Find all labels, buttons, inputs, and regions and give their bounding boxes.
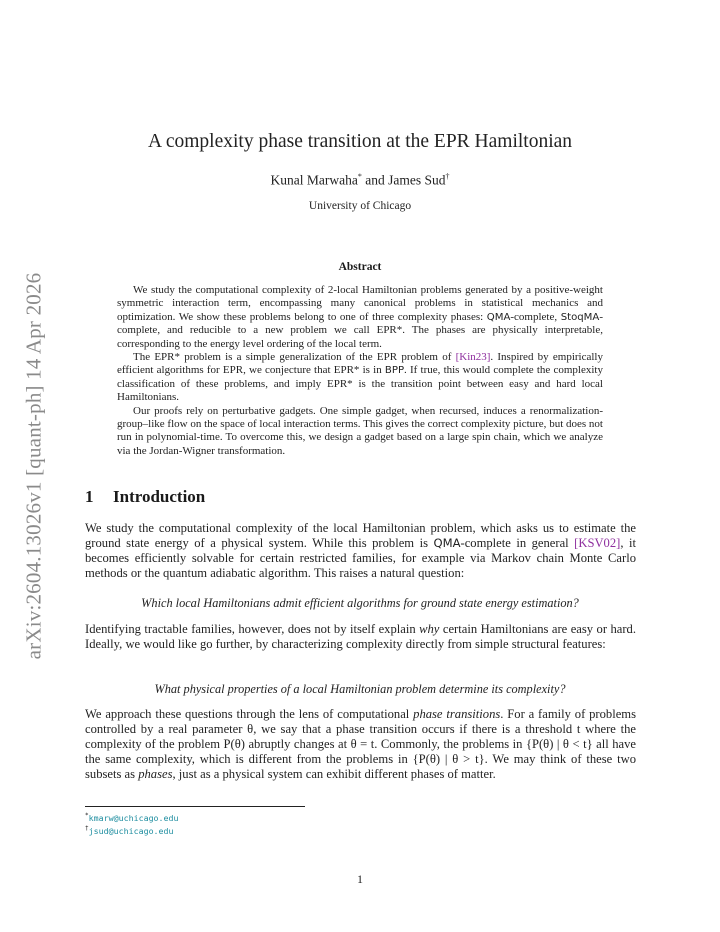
author-conjunction: and bbox=[365, 172, 385, 188]
body-text: -complete in general bbox=[460, 536, 575, 551]
abstract-text: -complete, bbox=[510, 310, 561, 323]
research-question-2: What physical properties of a local Hamiltonian problem determine its complexity? bbox=[154, 682, 566, 696]
footnote-1 bbox=[85, 812, 179, 823]
research-question-1: Which local Hamiltonians admit efficient algorithms for ground state energy estimation? bbox=[141, 596, 579, 610]
complexity-class-bpp: BPP bbox=[384, 365, 405, 377]
section-number: 1 bbox=[85, 487, 94, 506]
complexity-class-qma: QMA bbox=[486, 311, 511, 323]
intro-paragraph-2 bbox=[85, 622, 636, 652]
abstract-text: The EPR* problem is a simple generalization of the EPR problem of bbox=[133, 351, 456, 364]
abstract-heading: Abstract bbox=[338, 261, 382, 273]
body-text: , it becomes efficiently solvable for certain restricted families, for example via Markov chain Monte Carlo methods or the quantum adiabatic algorithm. This raises a natural question: bbox=[85, 536, 636, 581]
section-title: Introduction bbox=[113, 487, 206, 506]
abstract-paragraph-2 bbox=[117, 351, 603, 405]
abstract-paragraph-1 bbox=[117, 284, 603, 351]
emphasis-phase-transitions: phase transitions bbox=[413, 707, 501, 721]
citation-link-ksv02[interactable]: [KSV02] bbox=[574, 536, 621, 551]
body-text: certain Hamiltonians are easy or hard. Ideally, we would like go further, by characterizing complexity directly from simple structural features: bbox=[85, 622, 636, 652]
intro-paragraph-3 bbox=[85, 707, 636, 782]
section-heading bbox=[85, 487, 205, 507]
affiliation: University of Chicago bbox=[308, 200, 412, 212]
author-2-mark: † bbox=[445, 172, 450, 181]
author-1: Kunal Marwaha bbox=[270, 172, 358, 188]
emphasis-phases: phases bbox=[138, 767, 173, 782]
body-text: . For a family of problems controlled by a real parameter θ, we say that a phase transition occurs if there is a threshold t where the complexity of the problem P(θ) abruptly changes at θ = t. Commonly, the problems in {P(θ) | θ < t} all have the same complexity, which is different from the problems in {P(θ) | θ > t}. We may think of these two subsets as bbox=[85, 707, 636, 782]
abstract-text: . Inspired by empirically efficient algorithms for EPR, we conjecture that EPR* is in bbox=[117, 351, 603, 377]
email-link-1[interactable]: kmarw@uchicago.edu bbox=[88, 812, 179, 823]
abstract-body bbox=[117, 284, 603, 458]
intro-paragraph-1 bbox=[85, 521, 636, 581]
arxiv-stamp-text: arXiv:2604.13026v1 [quant-ph] 14 Apr 2026 bbox=[21, 272, 46, 660]
body-text: We study the computational complexity of the local Hamiltonian problem, which asks us to estimate the ground state energy of a physical system. While this problem is bbox=[85, 521, 636, 551]
emphasis-why: why bbox=[419, 622, 440, 636]
citation-link-kin23[interactable]: [Kin23] bbox=[455, 351, 491, 364]
footnote-2-mark: † bbox=[85, 825, 89, 832]
page-number: 1 bbox=[357, 872, 363, 886]
abstract-text: . If true, this would complete the complexity classification of these problems, and imply EPR* is the transition point between easy and hard local Hamiltonians. bbox=[117, 364, 603, 404]
author-line bbox=[0, 172, 720, 189]
body-text: We approach these questions through the lens of computational bbox=[85, 707, 414, 721]
body-text: , just as a physical system can exhibit different phases of matter. bbox=[172, 767, 496, 782]
complexity-class-qma: QMA bbox=[433, 536, 461, 551]
author-1-mark: * bbox=[357, 172, 362, 181]
footnote-1-mark: * bbox=[85, 812, 89, 819]
body-text: Identifying tractable families, however, does not by itself explain bbox=[85, 622, 420, 636]
abstract-text: -complete, and reducible to a new problem we call EPR*. The phases are physically interpretable, corresponding to the energy level ordering of the local term. bbox=[117, 310, 603, 350]
paper-title: A complexity phase transition at the EPR Hamiltonian bbox=[147, 131, 573, 152]
email-link-2[interactable]: jsud@uchicago.edu bbox=[88, 825, 174, 836]
footnote-2 bbox=[85, 825, 174, 836]
abstract-paragraph-3: Our proofs rely on perturbative gadgets. One simple gadget, when recursed, induces a renormalization-group–like flow on the space of local interaction terms. This gives the correct complexity picture, but does not run in polynomial-time. To overcome this, we design a gadget based on a large spin chain, which we analyze via the Jordan-Wigner transformation. bbox=[117, 404, 603, 457]
author-2: James Sud bbox=[388, 172, 446, 188]
abstract-text: We study the computational complexity of 2-local Hamiltonian problems generated by a positive-weight symmetric interaction term, encompassing many canonical problems in statistical mechanics and optimization. We show these problems belong to one of three complexity phases: bbox=[117, 284, 603, 323]
complexity-class-stoqma: StoqMA bbox=[560, 311, 600, 323]
footnote-divider bbox=[85, 806, 305, 807]
